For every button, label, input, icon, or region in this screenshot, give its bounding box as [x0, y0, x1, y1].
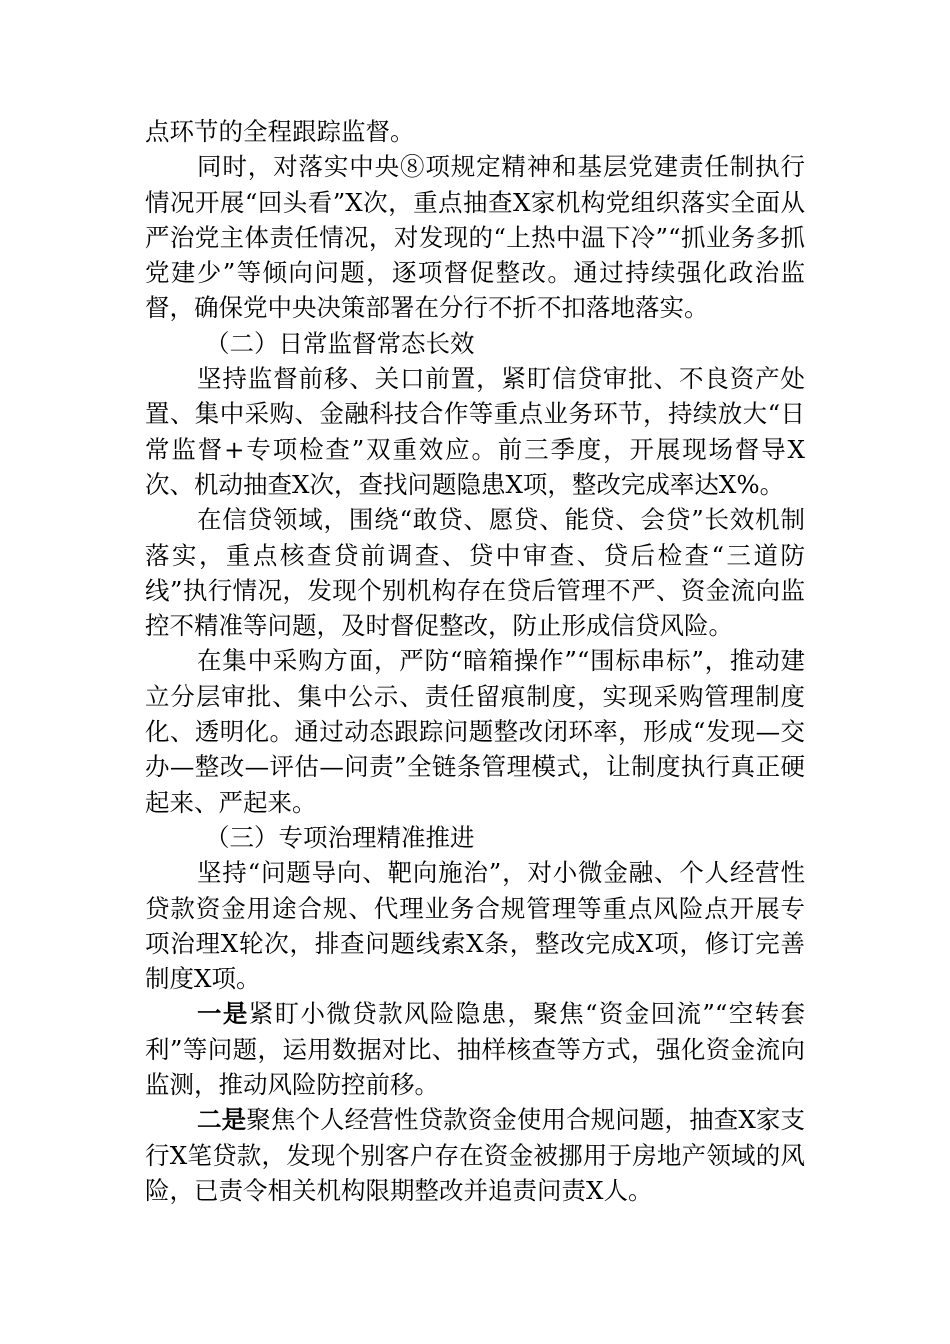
- paragraph-continuation: 点环节的全程跟踪监督。: [145, 117, 415, 146]
- section-heading-daily-supervision: （二）日常监督常态长效: [205, 328, 475, 358]
- point-one-text: 紧盯小微贷款风险隐患，聚焦“资金回流”“空转套利”等问题，运用数据对比、抽样核查等方式，强化资金流向监测，推动风险防控前移。: [145, 999, 805, 1100]
- paragraph-centralized-procurement: 在集中采购方面，严防“暗箱操作”“围标串标”，推动建立分层审批、集中公示、责任留痕制度，实现采购管理制度化、透明化。通过动态跟踪问题整改闭环率，形成“发现—交办—整改—评估—问责”全链条管理模式，让制度执行真正硬起来、严起来。: [145, 646, 805, 817]
- paragraph-daily-supervision: 坚持监督前移、关口前置，紧盯信贷审批、不良资产处置、集中采购、金融科技合作等重点业务环节，持续放大“日常监督+专项检查”双重效应。前三季度，开展现场督导X次、机动抽查X次，查找问题隐患X项，整改完成率达X%。: [145, 364, 805, 499]
- point-two-text: 聚焦个人经营性贷款资金使用合规问题，抽查X家支行X笔贷款，发现个别客户存在资金被挪用于房地产领域的风险，已责令相关机构限期整改并追责问责X人。: [145, 1105, 805, 1205]
- section-heading-special-governance: （三）专项治理精准推进: [205, 822, 475, 852]
- paragraph-point-one: [145, 996, 805, 1102]
- lead-label-one: 一是: [197, 999, 249, 1029]
- lead-label-two: 二是: [197, 1105, 247, 1135]
- paragraph-special-governance: 坚持“问题导向、靶向施治”，对小微金融、个人经营性贷款资金用途合规、代理业务合规管理等重点风险点开展专项治理X轮次，排查问题线索X条，整改完成X项，修订完善制度X项。: [145, 858, 805, 994]
- document-body: [145, 114, 805, 1208]
- paragraph-point-two: [145, 1102, 805, 1208]
- paragraph-political-supervision: 同时，对落实中央⑧项规定精神和基层党建责任制执行情况开展“回头看”X次，重点抽查X家机构党组织落实全面从严治党主体责任情况，对发现的“上热中温下冷”“抓业务多抓党建少”等倾向问题，逐项督促整改。通过持续强化政治监督，确保党中央决策部署在分行不折不扣落地落实。: [145, 152, 805, 323]
- paragraph-credit-field: 在信贷领域，围绕“敢贷、愿贷、能贷、会贷”长效机制落实，重点核查贷前调查、贷中审查、贷后检查“三道防线”执行情况，发现个别机构存在贷后管理不严、资金流向监控不精准等问题，及时督促整改，防止形成信贷风险。: [145, 505, 805, 641]
